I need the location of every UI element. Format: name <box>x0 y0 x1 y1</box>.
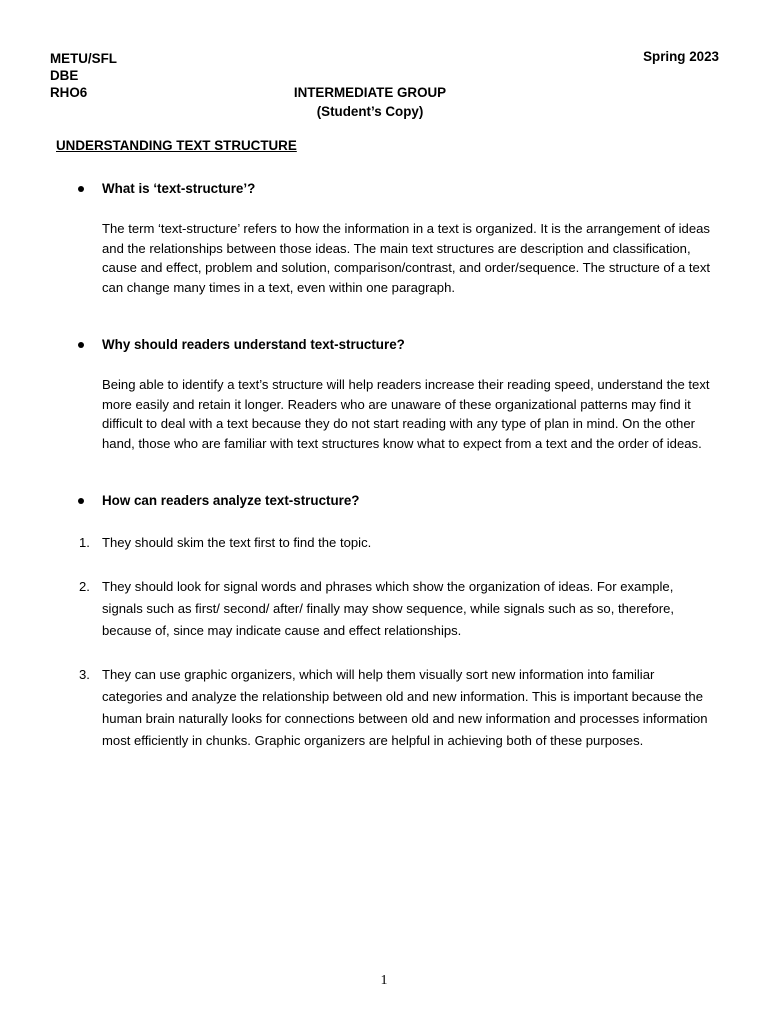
header-term: Spring 2023 <box>643 49 719 64</box>
list-number: 1. <box>79 535 90 550</box>
bullet-heading-why: Why should readers understand text-structure? <box>102 337 405 352</box>
paragraph-why: Being able to identify a text’s structure will help readers increase their reading speed, understand the text more easily and retain it longer. Readers who are unaware of these organizational patterns may find it difficult to deal with a text because they do not start reading with any type of plan in mind. On the other hand, those who are familiar with text structures know what to expect from a text and the order of ideas. <box>102 377 710 451</box>
list-number: 2. <box>79 579 90 594</box>
list-item-text: They should look for signal words and phrases which show the organization of ideas. For example, signals such as first/ second/ after/ finally may show sequence, while signals such as so, therefore, because of, since may indicate cause and effect relationships. <box>102 579 675 638</box>
page-number: 1 <box>380 973 388 988</box>
bullet-heading-what: What is ‘text-structure’? <box>102 181 256 196</box>
header-course-code: RHO6 <box>50 85 88 100</box>
group-subtitle: (Student’s Copy) <box>316 104 424 119</box>
bullet-dot-icon <box>78 342 84 348</box>
list-item-text: They should skim the text first to find the topic. <box>102 535 372 550</box>
paragraph-what: The term ‘text-structure’ refers to how the information in a text is organized. It is the arrangement of ideas and the relationships between those ideas. The main text structures are description and classification, cause and effect, problem and solution, comparison/contrast, and order/sequence. The structure of a text can change many times in a text, even within one paragraph. <box>102 221 711 295</box>
bullet-dot-icon <box>78 498 84 504</box>
header-institution: METU/SFL <box>50 51 117 66</box>
bullet-dot-icon <box>78 186 84 192</box>
list-number: 3. <box>79 667 90 682</box>
list-item-text: They can use graphic organizers, which will help them visually sort new information into familiar categories and analyze the relationship between old and new information. This is important because the human brain naturally looks for connections between old and new information and processes information most efficiently in chunks. Graphic organizers are helpful in achieving both of these purposes. <box>102 667 708 748</box>
bullet-heading-how: How can readers analyze text-structure? <box>102 493 360 508</box>
section-title: UNDERSTANDING TEXT STRUCTURE <box>56 138 297 153</box>
header-department: DBE <box>50 68 79 83</box>
group-title: INTERMEDIATE GROUP <box>293 85 447 100</box>
